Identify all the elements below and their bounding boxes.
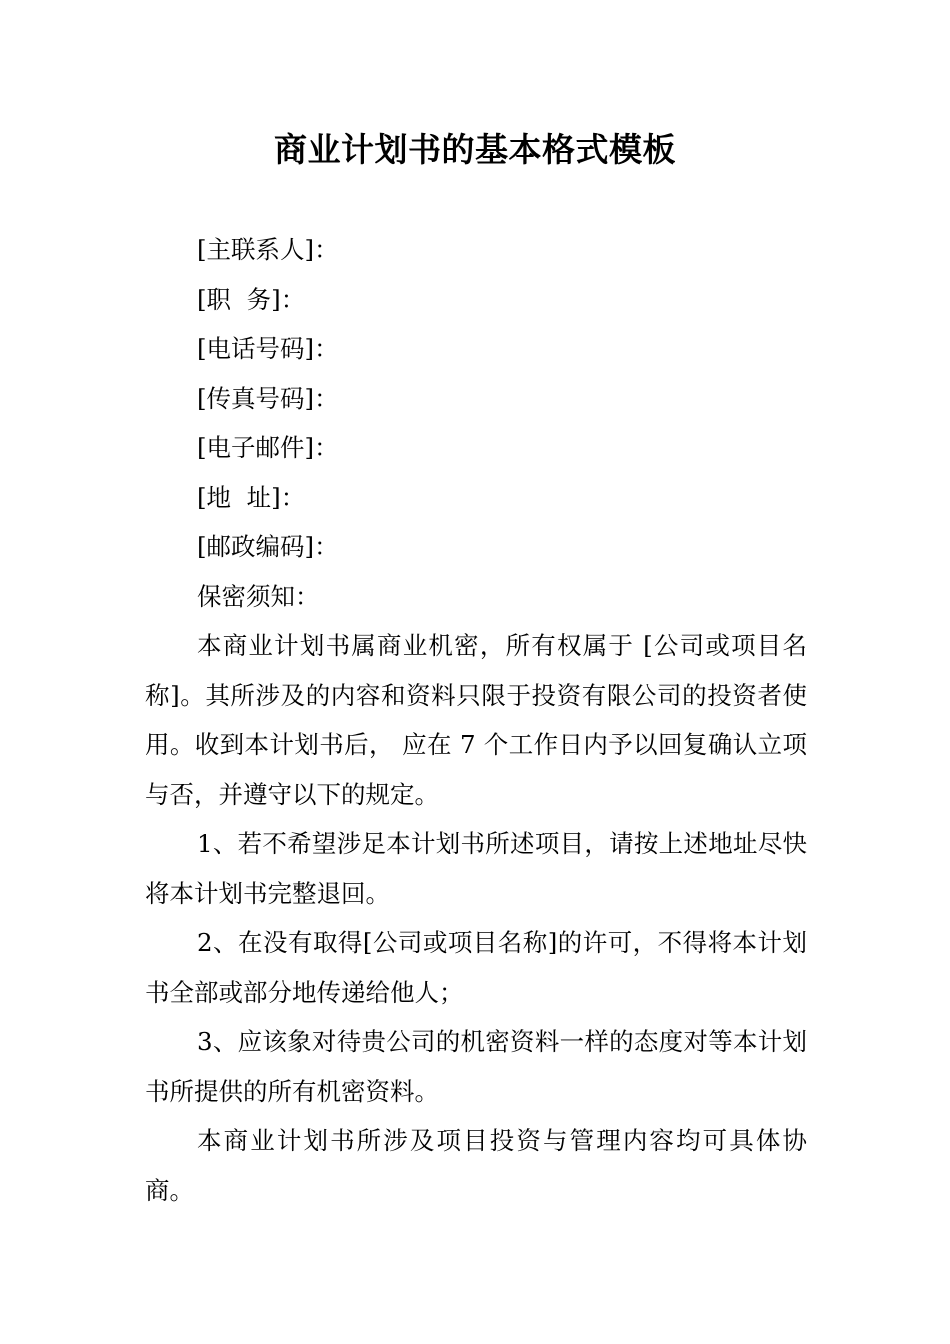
paragraph-negotiation: 本商业计划书所涉及项目投资与管理内容均可具体协商。 [145, 1126, 807, 1205]
paragraph-rule-2: 2、在没有取得[公司或项目名称]的许可，不得将本计划书全部或部分地传递给他人； [145, 928, 807, 1007]
confidentiality-heading: 保密须知： [197, 581, 320, 611]
contact-field-phone: [电话号码]： [197, 334, 339, 363]
paragraph-rule-3: 3、应该象对待贵公司的机密资料一样的态度对等本计划书所提供的所有机密资料。 [145, 1027, 807, 1106]
contact-field-address: [地 址]： [197, 482, 306, 512]
paragraph-rule-1: 1、若不希望涉足本计划书所述项目，请按上述地址尽快将本计划书完整退回。 [145, 829, 807, 908]
contact-field-postcode: [邮政编码]： [197, 532, 339, 561]
contact-field-position: [职 务]： [197, 284, 306, 314]
document-title: 商业计划书的基本格式模板 [274, 130, 676, 169]
contact-field-main-contact: [主联系人]： [197, 235, 339, 264]
contact-field-email: [电子邮件]： [197, 433, 339, 462]
paragraph-ownership: 本商业计划书属商业机密，所有权属于 [公司或项目名称]。其所涉及的内容和资料只限于投资有限公司的投资者使用。收到本计划书后， 应在 7 个工作日内予以回复确认立项与否，并遵守以下的规定。 [145, 631, 807, 809]
document-body [145, 225, 807, 1215]
contact-field-fax: [传真号码]： [197, 383, 339, 413]
